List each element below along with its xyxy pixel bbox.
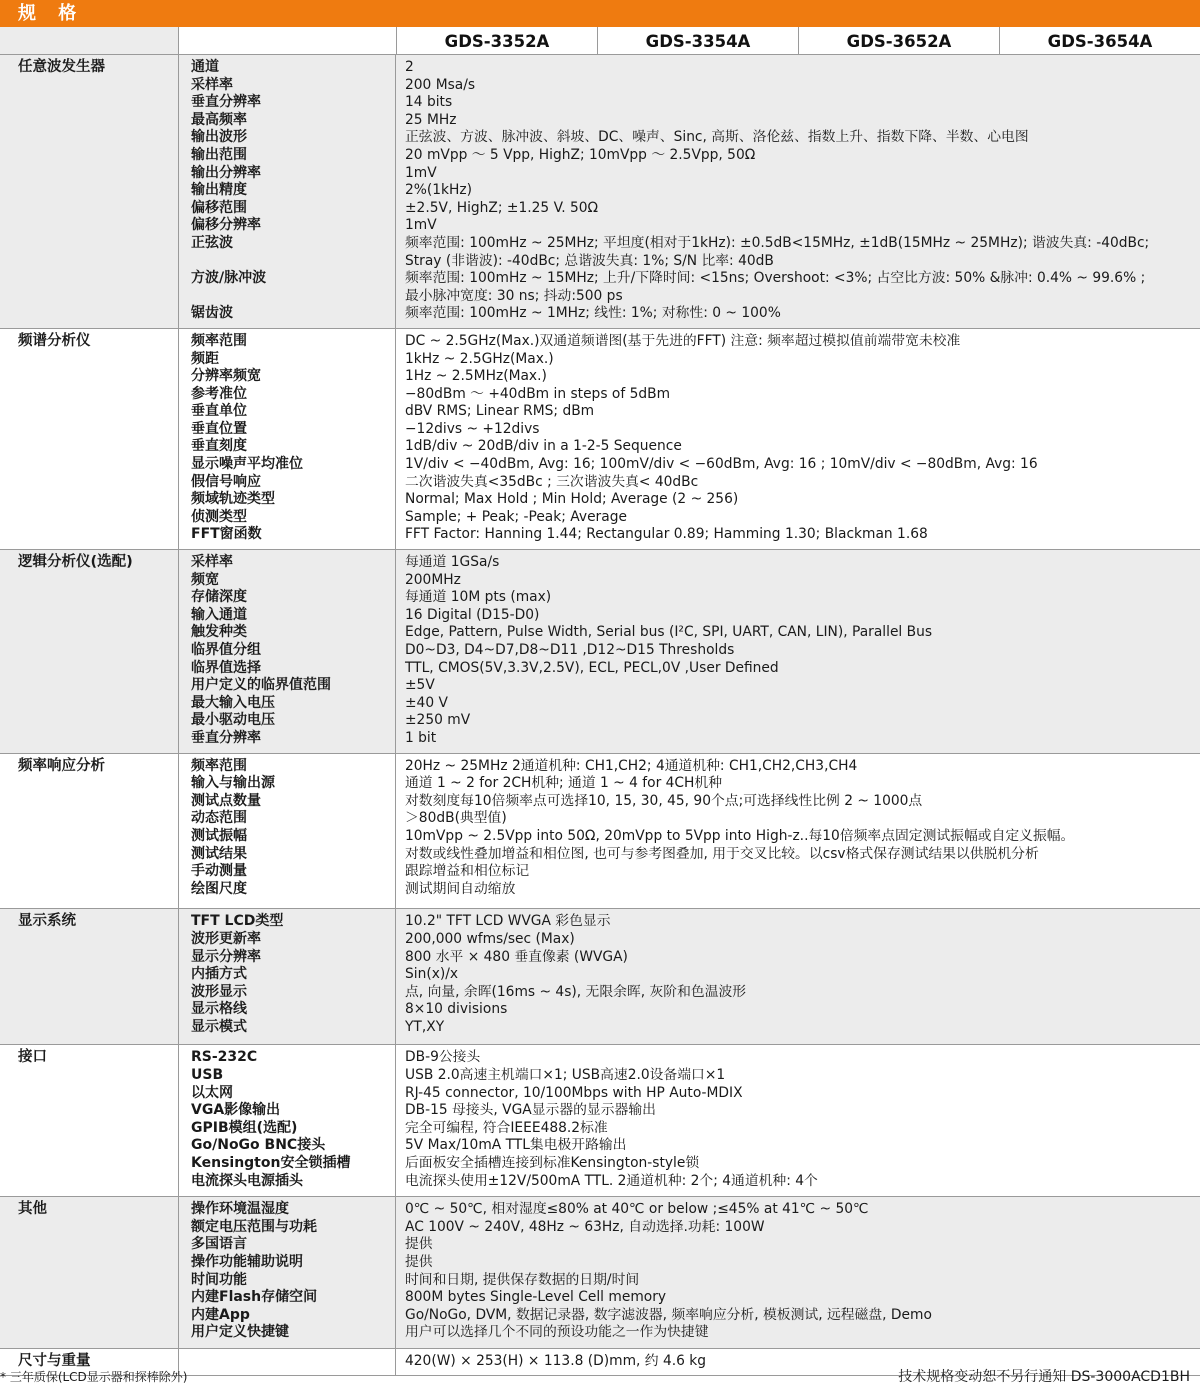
spec-item-value: 1Hz ~ 2.5MHz(Max.): [405, 368, 547, 385]
section-items: [179, 909, 396, 1044]
spec-item-value: ±2.5V, HighZ; ±1.25 V. 50Ω: [405, 199, 599, 216]
spec-item-label: 侦测类型: [191, 508, 247, 525]
model-name: GDS-3354A: [598, 27, 799, 54]
spec-item-label: 显示分辨率: [191, 948, 261, 965]
spec-item-value: Sin(x)/x: [405, 966, 459, 983]
spec-item-value: 测试期间自动缩放: [405, 880, 516, 897]
spec-section: [0, 55, 1200, 329]
model-name: GDS-3352A: [397, 27, 598, 54]
spec-item-label: 手动测量: [191, 863, 247, 880]
spec-section: [0, 329, 1200, 550]
spec-item-label: RS-232C: [191, 1049, 258, 1066]
spec-item-label: 临界值选择: [191, 659, 261, 676]
section-items: [179, 329, 396, 549]
section-category: 频率响应分析: [0, 754, 179, 909]
spec-item-label: 测试点数量: [191, 792, 261, 809]
spec-item-label: 垂直分辨率: [191, 94, 261, 111]
spec-item-value: TTL, CMOS(5V,3.3V,2.5V), ECL, PECL,0V ,User Defined: [405, 659, 779, 676]
spec-item-label: 用户定义的临界值范围: [191, 677, 331, 694]
model-header-row: [0, 27, 1200, 55]
model-header-blank-category: [0, 27, 179, 54]
model-header-blank-item: [179, 27, 397, 54]
spec-item-label: 触发种类: [191, 624, 247, 641]
section-values: [396, 329, 1200, 549]
spec-item-value: 每通道 10M pts (max): [405, 589, 552, 606]
spec-item-value: ±5V: [405, 677, 435, 694]
section-values: [396, 909, 1200, 1044]
spec-item-value: Sample; + Peak; -Peak; Average: [405, 508, 627, 525]
spec-item-label: 偏移范围: [191, 199, 247, 216]
spec-item-label: 最大输入电压: [191, 694, 275, 711]
spec-item-label: 输入通道: [191, 606, 247, 623]
spec-item-value: DB-9公接头: [405, 1049, 481, 1066]
spec-item-value: 用户可以选择几个不同的预设功能之一作为快捷键: [405, 1324, 709, 1341]
spec-item-value: AC 100V ~ 240V, 48Hz ~ 63Hz, 自动选择.功耗: 100W: [405, 1218, 765, 1235]
footer: [0, 1367, 1200, 1387]
spec-item-value: 频率范围: 100mHz ~ 1MHz; 线性: 1%; 对称性: 0 ~ 100%: [405, 305, 781, 322]
spec-section: [0, 1045, 1200, 1197]
spec-item-label: 电流探头电源插头: [191, 1172, 303, 1189]
spec-item-label: 正弦波: [191, 234, 233, 251]
spec-item-label: 存储深度: [191, 589, 247, 606]
spec-item-label: 绘图尺度: [191, 880, 247, 897]
spec-item-value: 200,000 wfms/sec (Max): [405, 930, 575, 947]
spec-item-value: 提供: [405, 1254, 433, 1270]
spec-section: [0, 754, 1200, 910]
spec-item-value: 420(W) × 253(H) × 113.8 (D)mm, 约 4.6 kg: [405, 1352, 707, 1369]
spec-item-value: 完全可编程, 符合IEEE488.2标准: [405, 1119, 608, 1136]
section-category: 其他: [0, 1197, 179, 1348]
spec-item-value: −12divs ~ +12divs: [405, 420, 540, 437]
spec-item-value: USB 2.0高速主机端口×1; USB高速2.0设备端口×1: [405, 1067, 726, 1084]
spec-item-label: 输出精度: [191, 182, 247, 199]
section-category: 任意波发生器: [0, 55, 179, 328]
spec-item-label: 垂直位置: [191, 420, 247, 437]
spec-item-value: 200MHz: [405, 571, 461, 588]
model-name: GDS-3654A: [1047, 32, 1153, 51]
spec-item-value: ±40 V: [405, 694, 448, 711]
spec-section: [0, 1197, 1200, 1349]
spec-section: [0, 550, 1200, 754]
spec-item-label: GPIB模组(选配): [191, 1119, 298, 1136]
spec-item-label: VGA影像输出: [191, 1102, 281, 1119]
spec-item-label: 显示模式: [191, 1018, 247, 1035]
spec-title: 规 格: [18, 3, 85, 24]
spec-item-value: 14 bits: [405, 94, 453, 111]
spec-item-label: 显示格线: [191, 1001, 247, 1018]
spec-item-label: 动态范围: [191, 810, 247, 827]
section-items: [179, 754, 396, 909]
spec-item-label: 最高频率: [191, 111, 247, 128]
spec-item-label: 测试结果: [191, 845, 247, 862]
spec-item-value: 25 MHz: [405, 111, 457, 128]
spec-item-label: 输出范围: [191, 146, 247, 163]
spec-item-label: 波形显示: [191, 983, 247, 1000]
spec-item-label: Go/NoGo BNC接头: [191, 1137, 326, 1154]
spec-item-value: 跟踪增益和相位标记: [405, 863, 530, 880]
spec-item-label: 频宽: [191, 571, 219, 588]
spec-item-value: 10mVpp ~ 2.5Vpp into 50Ω, 20mVpp to 5Vpp into High-z..每10倍频率点固定测试振幅或自定义振幅。: [405, 827, 1075, 844]
spec-item-label: 操作环境温湿度: [191, 1201, 289, 1218]
spec-item-label: 内建App: [191, 1306, 250, 1323]
spec-item-value: 时间和日期, 提供保存数据的日期/时间: [405, 1271, 640, 1288]
spec-item-value: 16 Digital (D15-D0): [405, 606, 540, 623]
spec-item-value: 200 Msa/s: [405, 76, 476, 93]
section-values: [396, 55, 1200, 328]
spec-item-value: 800 水平 × 480 垂直像素 (WVGA): [405, 948, 628, 965]
spec-item-value: 2%(1kHz): [405, 182, 473, 199]
spec-item-value: 10.2" TFT LCD WVGA 彩色显示: [405, 913, 611, 930]
spec-item-value: 800M bytes Single-Level Cell memory: [405, 1289, 667, 1306]
spec-item-label: 输出波形: [191, 129, 247, 146]
spec-item-value: 2: [405, 59, 414, 75]
spec-item-value: DC ~ 2.5GHz(Max.)双通道频谱图(基于先进的FFT) 注意: 频率超过模拟值前端带宽未校准: [405, 332, 961, 349]
spec-item-label: 垂直分辨率: [191, 729, 261, 746]
section-category: 接口: [0, 1045, 179, 1196]
spec-item-value: 正弦波、方波、脉冲波、斜坡、DC、噪声、Sinc, 高斯、洛伦兹、指数上升、指数下降、半数、心电图: [405, 129, 1029, 146]
section-category: 尺寸与重量: [0, 1349, 179, 1375]
section-values: [396, 754, 1200, 909]
warranty-note: * 三年质保(LCD显示器和探棒除外): [0, 1370, 188, 1384]
spec-item-label: 方波/脉冲波: [191, 270, 267, 287]
spec-item-value: 对数刻度每10倍频率点可选择10, 15, 30, 45, 90个点;可选择线性比例 2 ~ 1000点: [405, 792, 923, 809]
spec-item-value: ±250 mV: [405, 712, 471, 729]
spec-item-label: FFT窗函数: [191, 526, 262, 543]
spec-item-label: 锯齿波: [191, 305, 233, 322]
spec-item-label: 用户定义快捷键: [191, 1324, 289, 1341]
spec-item-value: 频率范围: 100mHz ~ 15MHz; 上升/下降时间: <15ns; Overshoot: <3%; 占空比方波: 50% &脉冲: 0.4% ~ 99.6% ;: [405, 270, 1146, 287]
spec-item-value: 20 mVpp ～ 5 Vpp, HighZ; 10mVpp ～ 2.5Vpp, 50Ω: [405, 146, 756, 163]
spec-item-value: 电流探头使用±12V/500mA TTL. 2通道机种: 2个; 4通道机种: 4个: [405, 1172, 818, 1189]
spec-item-value: 每通道 1GSa/s: [405, 554, 500, 571]
spec-item-label: 垂直刻度: [191, 438, 247, 455]
change-notice: 技术规格变动恕不另行通知 DS-3000ACD1BH: [898, 1369, 1190, 1385]
spec-item-value: 对数或线性叠加增益和相位图, 也可与参考图叠加, 用于交叉比较。以csv格式保存测试结果以供脱机分析: [405, 845, 1039, 862]
spec-item-label: 频距: [191, 350, 219, 367]
spec-item-value: 频率范围: 100mHz ~ 25MHz; 平坦度(相对于1kHz): ±0.5dB<15MHz, ±1dB(15MHz ~ 25MHz); 谐波失真: -40dBc;: [405, 234, 1150, 251]
spec-item-value: ＞80dB(典型值): [405, 810, 507, 827]
section-items: [179, 1045, 396, 1196]
spec-item-label: 垂直单位: [191, 403, 247, 420]
spec-item-value: FFT Factor: Hanning 1.44; Rectangular 0.89; Hamming 1.30; Blackman 1.68: [405, 526, 928, 543]
spec-item-value: D0~D3, D4~D7,D8~D11 ,D12~D15 Thresholds: [405, 642, 735, 658]
section-values: [396, 1197, 1200, 1348]
spec-item-label: 输出分辨率: [191, 164, 261, 181]
spec-item-value: 最小脉冲宽度: 30 ns; 抖动:500 ps: [405, 287, 623, 304]
spec-title-bar: [0, 0, 1200, 27]
spec-item-label: 参考准位: [191, 385, 247, 402]
spec-item-label: 假信号响应: [191, 473, 261, 490]
spec-item-label: 多国语言: [191, 1236, 247, 1253]
spec-item-label: 偏移分辨率: [191, 217, 261, 234]
model-name: GDS-3652A: [799, 27, 1000, 54]
section-values: [396, 550, 1200, 753]
spec-item-value: 0℃ ~ 50℃, 相对湿度≤80% at 40℃ or below ;≤45% at 41℃ ~ 50℃: [405, 1201, 869, 1218]
spec-item-value: 5V Max/10mA TTL集电极开路输出: [405, 1137, 627, 1154]
section-values: [396, 1045, 1200, 1196]
section-category: 频谱分析仪: [0, 329, 179, 549]
spec-item-label: 显示噪声平均准位: [191, 456, 303, 473]
spec-item-label: [191, 253, 395, 271]
spec-item-value: 后面板安全插槽连接到标准Kensington-style锁: [405, 1155, 700, 1172]
spec-item-label: 波形更新率: [191, 930, 261, 947]
spec-item-value: Stray (非谐波): -40dBc; 总谐波失真: 1%; S/N 比率: 40dB: [405, 252, 774, 269]
spec-item-label: 频域轨迹类型: [191, 491, 275, 508]
spec-item-value: dBV RMS; Linear RMS; dBm: [405, 403, 595, 420]
spec-item-value: 通道 1 ~ 2 for 2CH机种; 通道 1 ~ 4 for 4CH机种: [405, 775, 723, 792]
spec-item-value: Edge, Pattern, Pulse Width, Serial bus (I²C, SPI, UART, CAN, LIN), Parallel Bus: [405, 624, 933, 641]
spec-item-label: 通道: [191, 59, 219, 75]
section-items: [179, 55, 396, 328]
section-category: 逻辑分析仪(选配): [0, 550, 179, 753]
spec-table: [0, 55, 1200, 1376]
spec-section: [0, 909, 1200, 1045]
spec-item-label: 以太网: [191, 1084, 233, 1101]
spec-item-label: [191, 288, 395, 306]
spec-item-label: 频率范围: [191, 757, 247, 774]
spec-item-label: 测试振幅: [191, 827, 247, 844]
spec-item-label: TFT LCD类型: [191, 913, 284, 930]
spec-item-label: 时间功能: [191, 1271, 247, 1288]
spec-item-value: DB-15 母接头, VGA显示器的显示器输出: [405, 1102, 656, 1119]
spec-item-value: 1dB/div ~ 20dB/div in a 1-2-5 Sequence: [405, 438, 682, 455]
spec-item-value: 1V/div < −40dBm, Avg: 16; 100mV/div < −60dBm, Avg: 16 ; 10mV/div < −80dBm, Avg: 16: [405, 456, 1038, 473]
spec-item-label: 采样率: [191, 76, 233, 93]
spec-item-value: 8×10 divisions: [405, 1001, 508, 1018]
spec-item-value: 点, 向量, 余晖(16ms ~ 4s), 无限余晖, 灰阶和色温波形: [405, 983, 747, 1000]
spec-item-label: 内插方式: [191, 966, 247, 983]
section-category: 显示系统: [0, 909, 179, 1044]
section-items: [179, 550, 396, 753]
spec-item-label: 采样率: [191, 554, 233, 571]
spec-item-value: 1kHz ~ 2.5GHz(Max.): [405, 350, 554, 367]
spec-item-label: 临界值分组: [191, 642, 261, 658]
spec-item-value: 20Hz ~ 25MHz 2通道机种: CH1,CH2; 4通道机种: CH1,CH2,CH3,CH4: [405, 757, 858, 774]
spec-item-value: −80dBm ～ +40dBm in steps of 5dBm: [405, 385, 671, 402]
spec-item-value: 二次谐波失真<35dBc ; 三次谐波失真< 40dBc: [405, 473, 699, 490]
spec-item-value: 1 bit: [405, 729, 437, 746]
spec-item-label: 内建Flash存储空间: [191, 1289, 318, 1306]
spec-item-value: 1mV: [405, 164, 437, 181]
spec-item-label: 额定电压范围与功耗: [191, 1218, 317, 1235]
spec-item-value: RJ-45 connector, 10/100Mbps with HP Auto-MDIX: [405, 1084, 743, 1101]
spec-item-label: 最小驱动电压: [191, 712, 275, 729]
spec-item-label: 操作功能辅助说明: [191, 1254, 303, 1270]
spec-item-label: 输入与输出源: [191, 775, 275, 792]
spec-item-label: 频率范围: [191, 332, 247, 349]
spec-item-value: 提供: [405, 1236, 433, 1253]
spec-item-label: 分辨率频宽: [191, 368, 261, 385]
spec-item-label: USB: [191, 1067, 224, 1084]
spec-item-label: Kensington安全锁插槽: [191, 1155, 351, 1172]
spec-item-value: YT,XY: [405, 1018, 445, 1035]
spec-item-value: Normal; Max Hold ; Min Hold; Average (2 ~ 256): [405, 491, 739, 508]
spec-item-value: Go/NoGo, DVM, 数据记录器, 数字滤波器, 频率响应分析, 模板测试, 远程磁盘, Demo: [405, 1306, 932, 1323]
spec-item-value: 1mV: [405, 217, 437, 234]
section-items: [179, 1197, 396, 1348]
